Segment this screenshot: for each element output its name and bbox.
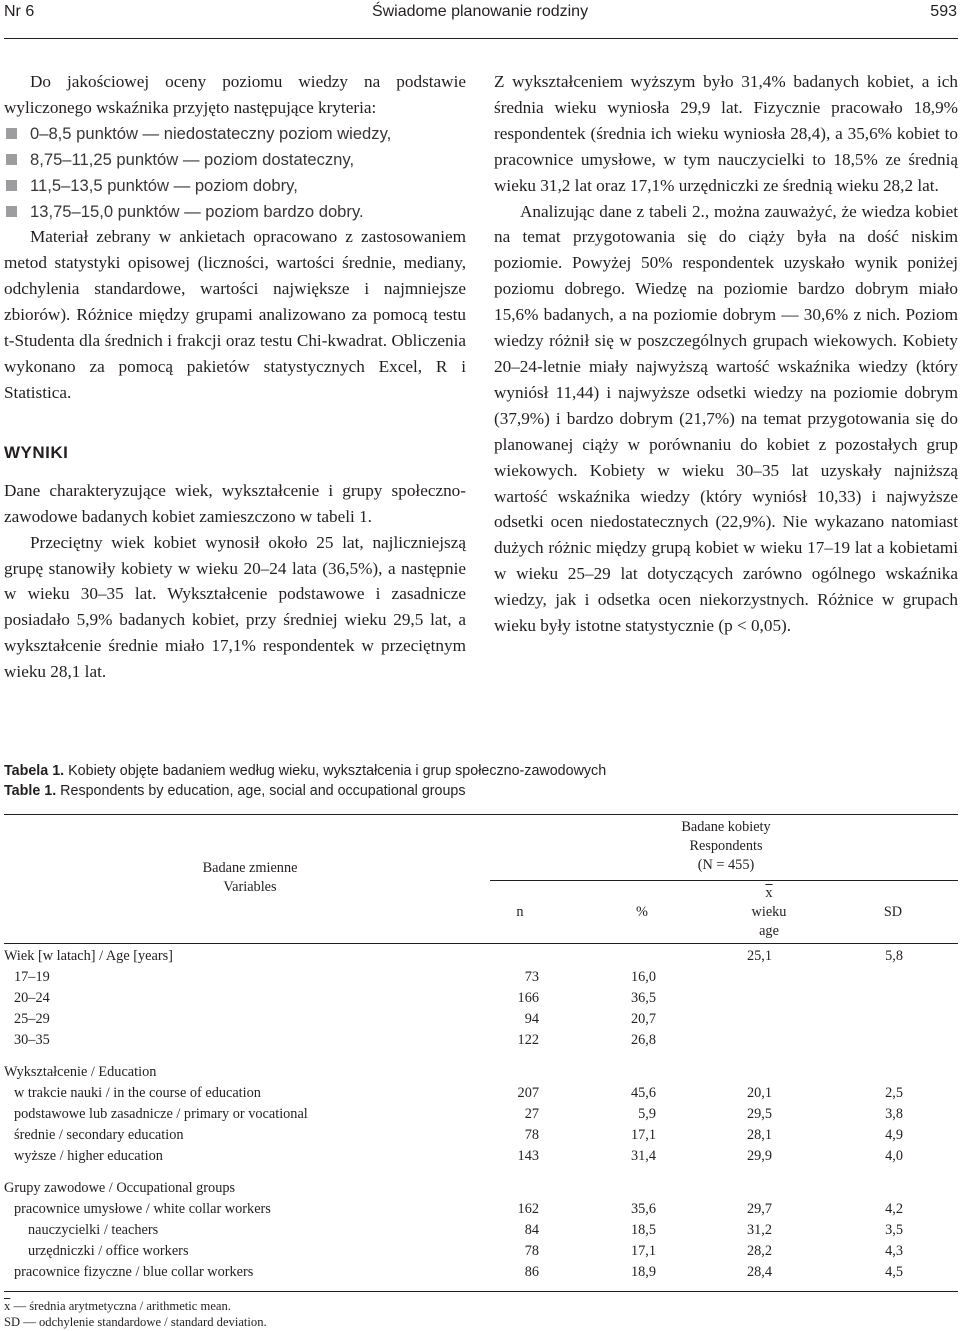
caption-text-en: Respondents by education, age, social and occupational groups [60,782,466,799]
cell-n: 84 [524,1222,539,1238]
cell-n: 166 [517,990,539,1006]
cell-sd: 4,2 [885,1201,903,1217]
table-row [4,1053,958,1085]
cell-sd: 2,5 [885,1085,903,1101]
cell-n: 86 [524,1264,539,1280]
running-header [0,0,960,24]
table-row [4,990,958,1011]
page-number: 593 [930,3,957,20]
square-bullet-icon [6,180,17,191]
cell-percent: 17,1 [630,1127,656,1143]
cell-percent: 26,8 [630,1032,656,1048]
footnote-mean-symbol: $\overline{x}$ [4,1299,11,1313]
cell-percent: 18,5 [630,1222,656,1238]
table-body [4,948,958,1285]
cell-mean-age: 25,1 [746,948,772,964]
footnote-sd: SD — odchylenie standardowe / standard deviation. [4,1315,267,1329]
table-footnotes [4,1298,267,1330]
criteria-text: 11,5–13,5 punktów — poziom dobry, [30,175,298,195]
caption-label-pl: Tabela 1. [4,763,65,779]
table-top-rule [4,814,958,815]
footnote-mean [4,1298,267,1314]
row-label: 17–19 [14,969,50,985]
criteria-text: 0–8,5 punktów — niedostateczny poziom wiedzy, [30,123,392,143]
left-column [4,69,466,685]
criteria-list [4,121,466,225]
cell-mean-age: 29,7 [746,1201,772,1217]
header-mean-pl: wieku [751,904,787,920]
header-mean-en: age [759,923,779,939]
table-row [4,1264,958,1285]
cell-sd: 4,0 [885,1148,903,1164]
cell-percent: 17,1 [630,1243,656,1259]
cell-percent: 16,0 [630,969,656,985]
header-group-en: Respondents [689,838,763,854]
criteria-item [4,199,466,225]
row-label: podstawowe lub zasadnicze / primary or vocational [14,1106,308,1122]
table-row [4,969,958,990]
cell-n: 78 [524,1127,539,1143]
header-variables-en: Variables [223,879,277,895]
cell-n: 162 [517,1201,539,1217]
results-paragraph-2: Przeciętny wiek kobiet wynosił około 25 lat, najliczniejszą grupę stanowiły kobiety w wieku 20–24 lata (36,5%), a następnie w wieku 30–35 lat. Wykształcenie podstawowe i zasadnicze posiadało 5,9% badanych kobiet, przy średniej wieku 29,5 lat, a wykształcenie średnie miało 17,1% respondentek w przeciętnym wieku 28,1 lat. [4,532,466,682]
cell-n: 94 [524,1011,539,1027]
table-row [4,948,958,969]
table-row [4,1222,958,1243]
cell-mean-age: 29,5 [746,1106,772,1122]
journal-title: Świadome planowanie rodziny [371,3,589,20]
table-row [4,1169,958,1201]
row-label: nauczycielki / teachers [28,1222,159,1238]
criteria-text: 13,75–15,0 punktów — poziom bardzo dobry. [30,201,364,221]
cell-percent: 45,6 [630,1085,656,1101]
cell-percent: 18,9 [630,1264,656,1280]
cell-mean-age: 28,1 [746,1127,772,1143]
methods-paragraph: Materiał zebrany w ankietach opracowano z zastosowaniem metod statystyki opisowej (liczności, wartości średnie, mediany, odchylenia standardowe, wartości największe i najmniejsze zbiorów). Różnice między grupami analizowano za pomocą testu t-Studenta dla średnich i frakcji oraz testu Chi-kwadrat. Obliczenia wykonano za pomocą pakietów statystycznych Excel, R i Statistica. [4,227,466,402]
table-row [4,1032,958,1053]
cell-n: 27 [524,1106,539,1122]
issue-number: Nr 6 [4,3,35,20]
square-bullet-icon [6,154,17,165]
cell-mean-age: 20,1 [746,1085,772,1101]
right-paragraph-2: Analizując dane z tabeli 2., można zauważyć, że wiedza kobiet na temat przygotowania się do ciąży była na dość niskim poziomie. Powyżej 50% respondentek uzyskało wynik poniżej poziomu dobrego. Wiedzę na poziomie bardzo dobrym miało 15,6% badanych, a na poziomie dobrym — 30,6% z nich. Poziom wiedzy różnił się w poszczególnych grupach wiekowych. Kobiety 20–24-letnie miały najwyższą wartość wskaźnika wiedzy (który wyniósł 11,44) i najwyższe odsetki wiedzy na poziomie dobrym (37,9%) i bardzo dobrym (21,7%) na temat przygotowania się do planowanej ciąży w porównaniu do kobiet z pozostałych grup wiekowych. Kobiety w wieku 30–35 lat uzyskały najniższą wartość wskaźnika wiedzy (który wyniósł 10,33) i najwyższe odsetki ocen niedostatecznych (22,9%). Nie wykazano natomiast dużych różnic między grupą kobiet w wieku 17–19 lat a kobietami w wieku 25–29 lat dotyczących zarówno ogólnego wskaźnika wiedzy, jak i odsetka ocen niekorzystnych. Różnice w grupach wieku były istotne statystycznie (p < 0,05). [494,201,958,636]
criteria-text: 8,75–11,25 punktów — poziom dostateczny, [30,149,355,169]
row-label: 25–29 [14,1011,50,1027]
header-divider [4,38,958,39]
footnote-mean-text: — średnia arytmetyczna / arithmetic mean. [10,1299,231,1313]
table-bottom-rule [4,1291,958,1292]
row-label: Wykształcenie / Education [4,1064,157,1080]
row-label: pracownice umysłowe / white collar workers [14,1201,271,1217]
header-respondents [626,818,826,875]
cell-mean-age: 31,2 [746,1222,772,1238]
criteria-item [4,121,466,147]
cell-percent: 35,6 [630,1201,656,1217]
header-group-pl: Badane kobiety [681,819,771,835]
results-heading: WYNIKI [4,442,69,462]
table-row [4,1011,958,1032]
square-bullet-icon [6,128,17,139]
table-group-rule [490,880,958,881]
header-group-n: (N = 455) [697,857,755,873]
right-paragraph-1: Z wykształceniem wyższym było 31,4% badanych kobiet, a ich średnia wieku wyniosła 29,9 lat. Fizycznie pracowało 18,9% respondentek (średnia ich wieku wyniosła 28,4), a 35,6% kobiet to pracownice umysłowe, w tym nauczycielki to 18,5% ze średnią wieku 31,2 lat oraz 17,1% urzędniczki ze średnią wieku 28,2 lat. [494,72,958,195]
cell-percent: 5,9 [638,1106,656,1122]
row-label: Wiek [w latach] / Age [years] [4,948,173,964]
header-variables [150,859,350,897]
caption-en [4,782,606,802]
table-row [4,1127,958,1148]
row-label: średnie / secondary education [14,1127,184,1143]
cell-sd: 3,8 [885,1106,903,1122]
caption-text-pl: Kobiety objęte badaniem według wieku, wykształcenia i grup społeczno-zawodowych [68,763,607,779]
cell-sd: 4,9 [885,1127,903,1143]
cell-sd: 5,8 [885,948,903,964]
cell-n: 143 [517,1148,539,1164]
table-header-rule [4,943,958,944]
cell-mean-age: 28,2 [746,1243,772,1259]
cell-percent: 20,7 [630,1011,656,1027]
caption-label-en: Table 1. [4,782,57,799]
table-row [4,1243,958,1264]
criteria-item [4,147,466,173]
cell-percent: 31,4 [630,1148,656,1164]
cell-n: 207 [517,1085,539,1101]
header-sd: SD [883,904,903,920]
cell-sd: 4,3 [885,1243,903,1259]
row-label: pracownice fizyczne / blue collar workers [14,1264,254,1280]
results-paragraph-1: Dane charakteryzujące wiek, wykształcenie i grupy społeczno-zawodowe badanych kobiet zamieszczono w tabeli 1. [4,480,466,526]
cell-mean-age: 28,4 [746,1264,772,1280]
header-percent: % [636,904,648,920]
header-n: n [516,904,524,920]
cell-n: 78 [524,1243,539,1259]
right-column [494,69,958,639]
table-row [4,1201,958,1222]
criteria-intro: Do jakościowej oceny poziomu wiedzy na podstawie wyliczonego wskaźnika przyjęto następujące kryteria: [4,72,466,117]
header-variables-pl: Badane zmienne [202,860,298,876]
row-label: wyższe / higher education [14,1148,163,1164]
cell-n: 122 [517,1032,539,1048]
table-row [4,1148,958,1169]
row-label: 20–24 [14,990,50,1006]
row-label: w trakcie nauki / in the course of education [14,1085,261,1101]
square-bullet-icon [6,206,17,217]
row-label: urzędniczki / office workers [28,1243,189,1259]
criteria-item [4,173,466,199]
table-row [4,1106,958,1127]
row-label: 30–35 [14,1032,50,1048]
table-caption [4,762,606,801]
cell-n: 73 [524,969,539,985]
row-label: Grupy zawodowe / Occupational groups [4,1180,236,1196]
cell-mean-age: 29,9 [746,1148,772,1164]
cell-percent: 36,5 [630,990,656,1006]
cell-sd: 4,5 [885,1264,903,1280]
header-mean-age [729,884,809,941]
cell-sd: 3,5 [885,1222,903,1238]
table-row [4,1085,958,1106]
header-mean-symbol: $\overline{x}$ [765,885,773,901]
caption-pl [4,762,606,782]
